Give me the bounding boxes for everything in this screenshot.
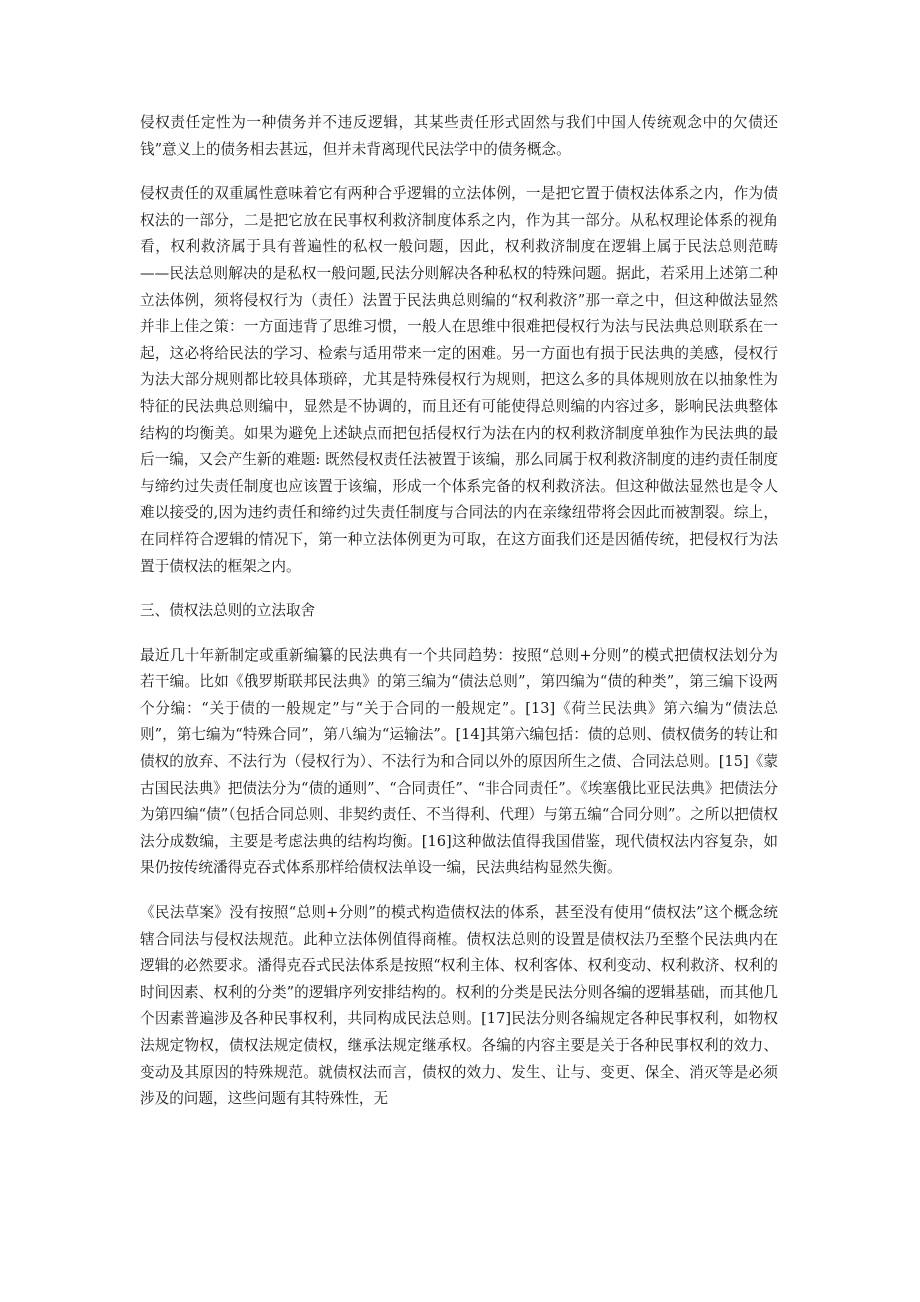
paragraph-3: 最近几十年新制定或重新编纂的民法典有一个共同趋势：按照“总则+分则”的模式把债权法划分为若干编。比如《俄罗斯联邦民法典》的第三编为“债法总则”，第四编为“债的种类”，第三编下设两个分编：“关于债的一般规定”与“关于合同的一般规定”。[13]《荷兰民法典》第六编为“债法总则”，第七编为“特殊合同”，第八编为“运输法”。[14]其第六编包括：债的总则、债权债务的转让和债权的放弃、不法行为（侵权行为）、不法行为和合同以外的原因所生之债、合同法总则。[15]《蒙古国民法典》把债法分为“债的通则”、“合同责任”、“非合同责任”。《埃塞俄比亚民法典》把债法分为第四编“债”（包括合同总则、非契约责任、不当得利、代理）与第五编“合同分则”。之所以把债权法分成数编，主要是考虑法典的结构均衡。[16]这种做法值得我国借鉴，现代债权法内容复杂，如果仍按传统潘得克吞式体系那样给债权法单设一编，民法典结构显然失衡。: [140, 646, 779, 877]
document-body: [140, 110, 778, 1131]
paragraph-2: 侵权责任的双重属性意味着它有两种合乎逻辑的立法体例，一是把它置于债权法体系之内，作为债权法的一部分，二是把它放在民事权利救济制度体系之内，作为其一部分。从私权理论体系的视角看，权利救济属于具有普遍性的私权一般问题，因此，权利救济制度在逻辑上属于民法总则范畴——民法总则解决的是私权一般问题,民法分则解决各种私权的特殊问题。据此，若采用上述第二种立法体例，须将侵权行为（责任）法置于民法典总则编的“权利救济”那一章之中，但这种做法显然并非上佳之策：一方面违背了思维习惯，一般人在思维中很难把侵权行为法与民法典总则联系在一起，这必将给民法的学习、检索与适用带来一定的困难。另一方面也有损于民法典的美感，侵权行为法大部分规则都比较具体琐碎，尤其是特殊侵权行为规则，把这么多的具体规则放在以抽象性为特征的民法典总则编中，显然是不协调的，而且还有可能使得总则编的内容过多，影响民法典整体结构的均衡美。如果为避免上述缺点而把包括侵权行为法在内的权利救济制度单独作为民法典的最后一编，又会产生新的难题: 既然侵权责任法被置于该编，那么同属于权利救济制度的违约责任制度与缔约过失责任制度也应该置于该编，形成一个体系完备的权利救济法。但这种做法显然也是令人难以接受的,因为违约责任和缔约过失责任制度与合同法的内在亲缘纽带将会因此而被割裂。综上，在同样符合逻辑的情况下，第一种立法体例更为可取，在这方面我们还是因循传统，把侵权行为法置于债权法的框架之内。: [140, 185, 778, 575]
paragraph-1: 侵权责任定性为一种债务并不违反逻辑，其某些责任形式固然与我们中国人传统观念中的欠债还钱”意义上的债务相去甚远，但并未背离现代民法学中的债务概念。: [140, 114, 778, 158]
paragraph-4: 《民法草案》没有按照“总则+分则”的模式构造债权法的体系，甚至没有使用“债权法”这个概念统辖合同法与侵权法规范。此种立法体例值得商榷。债权法总则的设置是债权法乃至整个民法典内在逻辑的必然要求。潘得克吞式民法体系是按照“权利主体、权利客体、权利变动、权利救济、权利的时间因素、权利的分类”的逻辑序列安排结构的。权利的分类是民法分则各编的逻辑基础，而其他几个因素普遍涉及各种民事权利，共同构成民法总则。[17]民法分则各编规定各种民事权利，如物权法规定物权，债权法规定债权，继承法规定继承权。各编的内容主要是关于各种民事权利的效力、变动及其原因的特殊规范。就债权法而言，债权的效力、发生、让与、变更、保全、消灭等是必须涉及的问题，这些问题有其特殊性，无: [140, 904, 778, 1108]
section-heading: 三、债权法总则的立法取舍: [140, 602, 316, 620]
